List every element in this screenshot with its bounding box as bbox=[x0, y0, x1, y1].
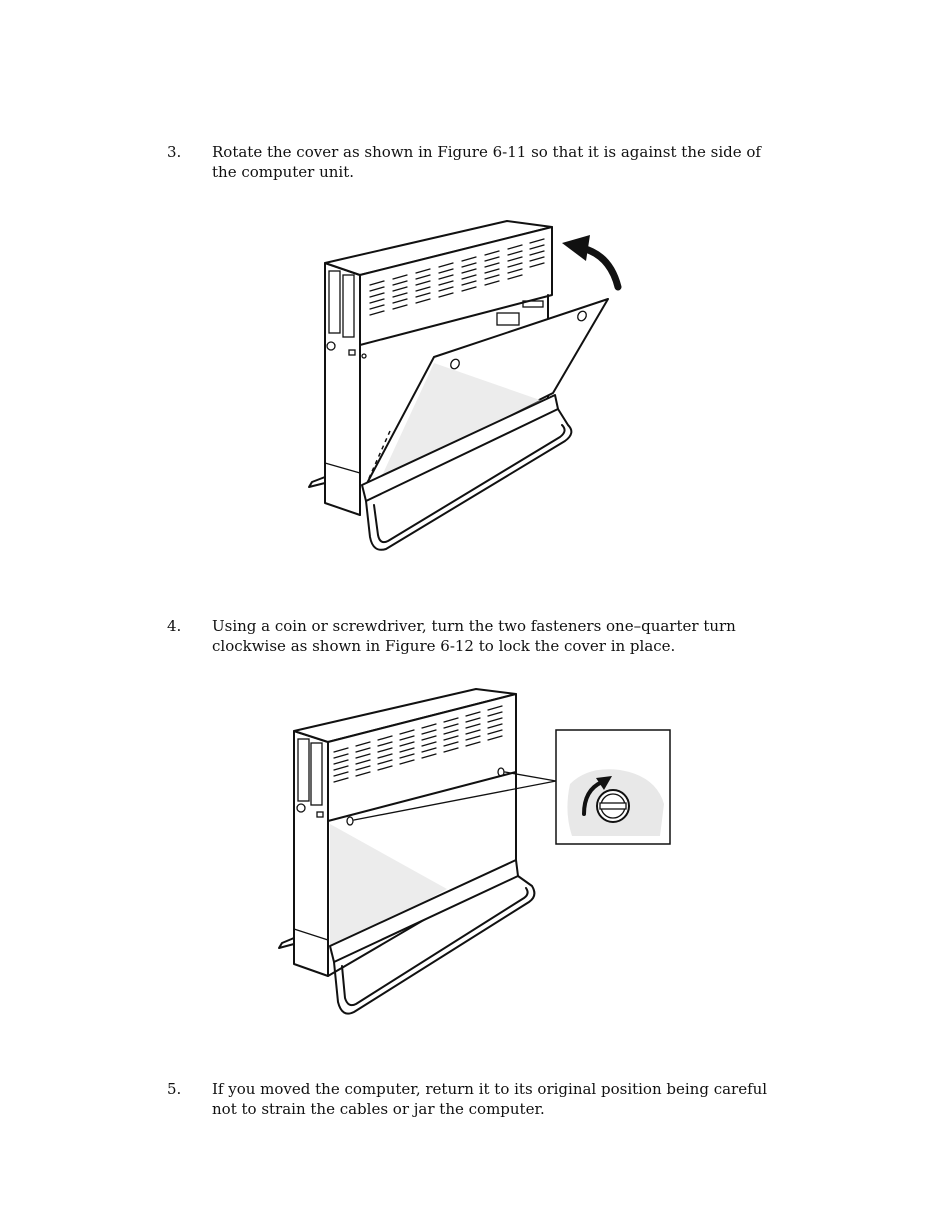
figure-6-11-illustration bbox=[300, 215, 630, 560]
step-5-text: If you moved the computer, return it to its original position being careful not to strain the cables or jar the computer. bbox=[212, 1080, 768, 1118]
rotate-cover-arrow-icon bbox=[582, 248, 618, 287]
step-5-number: 5. bbox=[167, 1080, 182, 1098]
step-3-text: Rotate the cover as shown in Figure 6-11 so that it is against the side of the computer unit. bbox=[212, 143, 761, 181]
figure-6-12-illustration bbox=[272, 684, 682, 1024]
step-4-number: 4. bbox=[167, 617, 182, 635]
step-4-text: Using a coin or screwdriver, turn the two fasteners one–quarter turn clockwise as shown in Figure 6-12 to lock the cover in place. bbox=[212, 617, 736, 655]
figure-6-12 bbox=[272, 684, 682, 1028]
figure-6-11 bbox=[300, 215, 630, 564]
step-3-number: 3. bbox=[167, 143, 182, 161]
